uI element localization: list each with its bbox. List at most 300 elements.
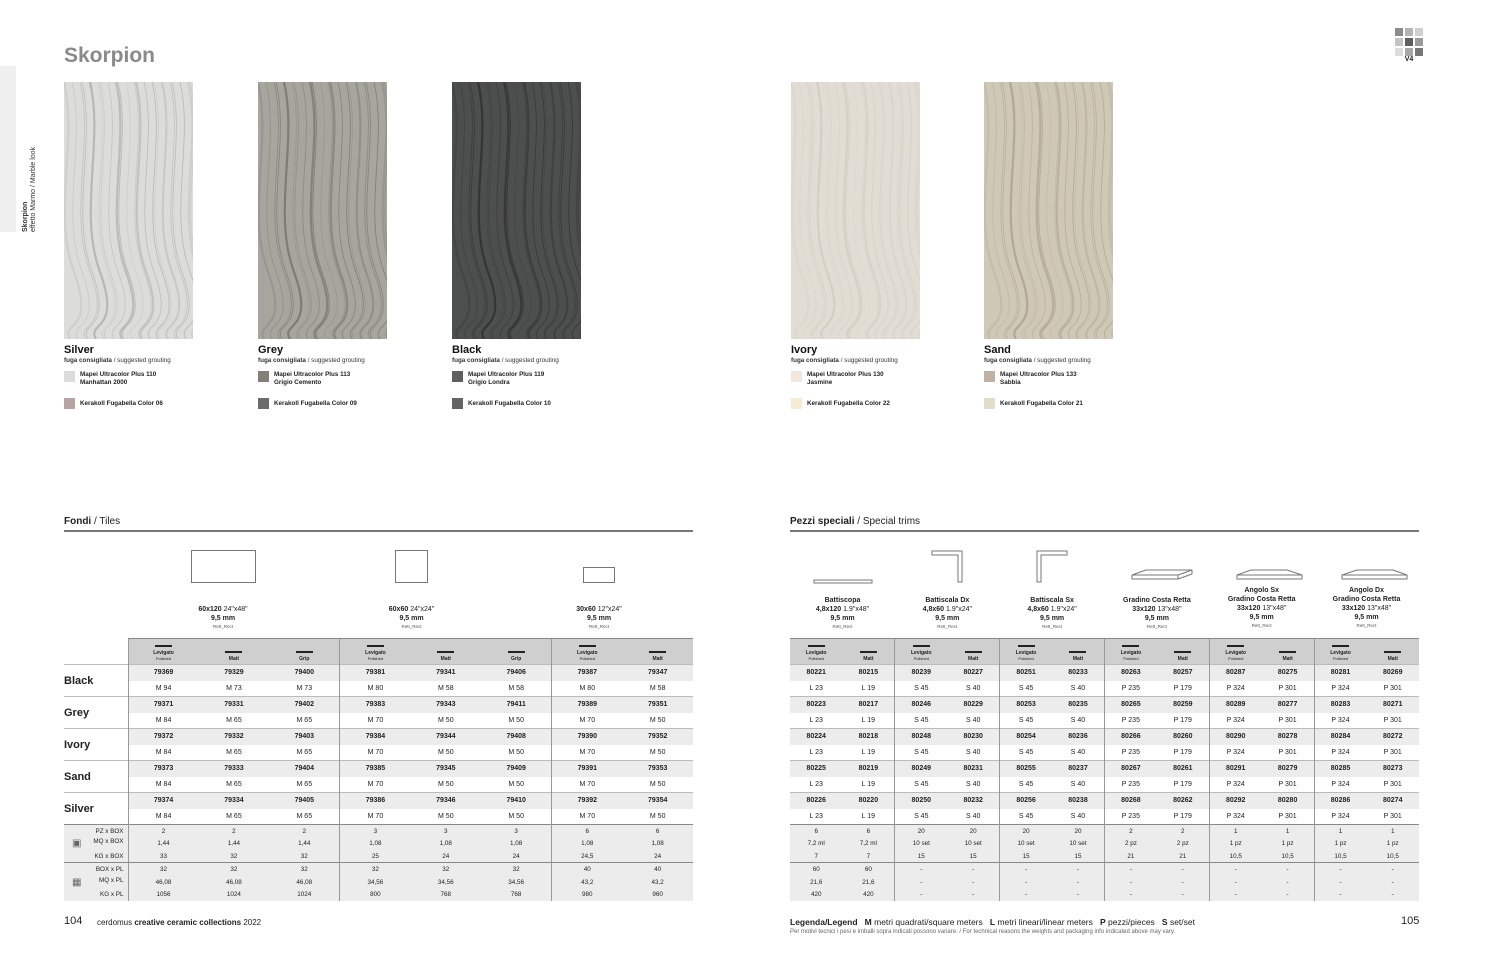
color-name: Ivory	[791, 344, 818, 356]
finish-header	[1366, 639, 1419, 665]
size-cm: 30x60	[576, 606, 596, 613]
packing-value: -	[1157, 888, 1209, 901]
grout-heading	[984, 357, 1154, 364]
unit-value: L 19	[842, 809, 894, 825]
packing-value: 2 pz	[1157, 837, 1209, 850]
size-rett: Rett_Rect	[212, 624, 233, 629]
finish-icon	[1018, 645, 1035, 649]
pallet-icon: ▦	[72, 876, 82, 888]
packing-value: 2	[1104, 825, 1156, 838]
tile-swatch-black	[452, 82, 581, 339]
grout-heading	[64, 357, 234, 364]
article-code: 79400	[269, 665, 340, 681]
grout-mapei-color: Jasmine	[807, 378, 833, 386]
finish-label: Levigato	[153, 650, 174, 656]
finish-icon	[296, 651, 313, 655]
article-code: 80254	[1000, 729, 1052, 745]
packing-value: 1,44	[269, 837, 340, 850]
article-code: 80217	[842, 697, 894, 713]
finish-header	[552, 639, 623, 665]
packing-value: 7	[790, 850, 842, 863]
finish-header	[128, 639, 199, 665]
unit-value: M 65	[199, 777, 270, 793]
article-code: 79353	[622, 761, 693, 777]
trim-inch: 1.9"x48"	[843, 606, 870, 613]
side-title: Skorpion	[22, 201, 29, 232]
size-thickness: 9,5 mm	[399, 615, 424, 622]
trims-finish-row	[790, 639, 1419, 665]
packing-value: 420	[842, 888, 894, 901]
color-name: Black	[452, 344, 482, 356]
grout-kerakoll	[452, 398, 622, 412]
article-code: 80248	[895, 729, 947, 745]
packing-value: -	[1157, 863, 1209, 876]
fondi-table	[64, 638, 693, 901]
trim-name: Angolo Dx	[1349, 587, 1384, 594]
finish-label-en: Polished	[155, 656, 172, 661]
unit-value: S 45	[895, 681, 947, 697]
article-code: 80251	[1000, 665, 1052, 681]
packing-value: -	[947, 863, 999, 876]
packing-value: 24,5	[552, 850, 623, 863]
finish-icon	[965, 651, 982, 655]
packing-value: 15	[895, 850, 947, 863]
finish-label-en: Polished	[913, 656, 929, 661]
packing-value: 43,2	[552, 876, 623, 889]
trim-label	[895, 596, 1000, 630]
finish-label-en: Polished	[579, 656, 595, 661]
unit-value: M 50	[622, 713, 693, 729]
article-code: 80277	[1262, 697, 1314, 713]
article-code: 79374	[128, 793, 199, 809]
article-code: 80266	[1104, 729, 1156, 745]
finish-header	[1052, 639, 1104, 665]
unit-value: M 50	[411, 713, 482, 729]
unit-value: S 45	[895, 809, 947, 825]
trim-thickness: 9,5 mm	[830, 615, 855, 622]
finish-label: Levigato	[577, 650, 598, 656]
angolo-dx-shape	[1342, 570, 1407, 579]
packing-value: 10 set	[1052, 837, 1104, 850]
finish-icon	[1122, 645, 1139, 649]
packing-value: 1,08	[411, 837, 482, 850]
finish-label-en: Polished	[1228, 656, 1244, 661]
article-code: 80225	[790, 761, 842, 777]
packing-row	[790, 888, 1419, 901]
packing-row	[64, 876, 693, 889]
packing-value: 2 pz	[1104, 837, 1156, 850]
packing-value: 10,5	[1209, 850, 1261, 863]
article-code: 80230	[947, 729, 999, 745]
article-code: 80250	[895, 793, 947, 809]
finish-label-en: Polished	[1018, 656, 1034, 661]
grout-label: fuga consigliata	[64, 357, 112, 364]
unit-value: M 70	[340, 777, 411, 793]
grout-heading	[258, 357, 428, 364]
packing-value: 20	[947, 825, 999, 838]
packing-value: 800	[340, 888, 411, 901]
color-info	[984, 344, 1154, 412]
article-code: 79392	[552, 793, 623, 809]
finish-header	[411, 639, 482, 665]
packing-value: 1 pz	[1366, 837, 1419, 850]
article-code: 80256	[1000, 793, 1052, 809]
grout-mapei-color: Manhattan 2000	[80, 378, 128, 386]
packing-row	[790, 825, 1419, 838]
packing-value: -	[1314, 863, 1366, 876]
finish-icon	[437, 651, 454, 655]
size-line	[505, 605, 693, 614]
unit-value: M 58	[411, 681, 482, 697]
unit-value: L 23	[790, 809, 842, 825]
grout-kerakoll-name: Kerakoll Fugabella Color 10	[468, 400, 551, 407]
packing-value: 1 pz	[1262, 837, 1314, 850]
packing-value: 6	[552, 825, 623, 838]
table-row	[64, 713, 693, 729]
finish-header	[1104, 639, 1156, 665]
trim-name: Gradino Costa Retta	[1123, 597, 1191, 604]
packing-value: 33	[128, 850, 199, 863]
article-code: 80278	[1262, 729, 1314, 745]
table-row	[790, 697, 1419, 713]
sidebar-tab	[0, 66, 16, 232]
packing-value: 43,2	[622, 876, 693, 889]
packing-value: 1 pz	[1314, 837, 1366, 850]
unit-value: P 324	[1314, 745, 1366, 761]
table-row	[64, 809, 693, 825]
unit-value: P 324	[1314, 681, 1366, 697]
packing-value: -	[1366, 888, 1419, 901]
grout-label: fuga consigliata	[984, 357, 1032, 364]
trim-label	[1209, 586, 1314, 629]
packing-value: 980	[552, 888, 623, 901]
grout-swatch	[64, 371, 75, 382]
trim-rett: Rett_Rect	[832, 624, 853, 629]
trim-size-line	[1209, 604, 1314, 613]
packing-value: -	[1366, 876, 1419, 889]
article-code: 80259	[1157, 697, 1209, 713]
trim-thickness: 9,5 mm	[935, 615, 960, 622]
color-name: Grey	[258, 344, 284, 356]
finish-label-en: Polished	[367, 656, 384, 661]
grout-swatch	[984, 371, 995, 382]
fondi-title: Fondi	[64, 516, 92, 527]
finish-header	[269, 639, 340, 665]
packing-value: 2	[199, 825, 270, 838]
table-row	[790, 809, 1419, 825]
packing-value: -	[947, 888, 999, 901]
trim-thickness: 9,5 mm	[1354, 614, 1379, 621]
packing-value: -	[1104, 888, 1156, 901]
grout-label-en: / suggested grouting	[1033, 357, 1091, 364]
article-code: 79332	[199, 729, 270, 745]
packing-value: 10,5	[1314, 850, 1366, 863]
finish-icon	[1332, 645, 1349, 649]
article-code: 80235	[1052, 697, 1104, 713]
packing-value: 1024	[199, 888, 270, 901]
unit-value: S 45	[895, 713, 947, 729]
grout-swatch	[64, 398, 75, 409]
table-row	[790, 665, 1419, 681]
packing-value: -	[1157, 876, 1209, 889]
unit-value: S 40	[947, 809, 999, 825]
blank-cell	[64, 639, 128, 665]
packing-label	[64, 876, 128, 889]
grout-mapei-name: Mapei Ultracolor Plus 113	[274, 371, 351, 378]
packing-value: 20	[1052, 825, 1104, 838]
article-code: 80246	[895, 697, 947, 713]
article-code: 80249	[895, 761, 947, 777]
packing-row	[64, 825, 693, 838]
table-row	[64, 697, 693, 713]
angolo-sx-shape	[1237, 570, 1302, 579]
finish-label: Matt	[1282, 656, 1293, 662]
article-code: 79385	[340, 761, 411, 777]
article-code: 80237	[1052, 761, 1104, 777]
finish-label: Matt	[968, 656, 979, 662]
grout-kerakoll-name: Kerakoll Fugabella Color 06	[80, 400, 163, 407]
packing-row	[64, 837, 693, 850]
legend-m-key: M	[864, 917, 872, 927]
technical-note: Per motivi tecnici i pesi e imballi sopra indicati possono variare. / For technical reasons the weights and packaging info indicated above may vary.	[790, 929, 1176, 935]
unit-value: M 50	[622, 809, 693, 825]
article-code: 80273	[1366, 761, 1419, 777]
grout-swatch	[791, 371, 802, 382]
grout-mapei	[452, 371, 622, 385]
finish-label-en: Polished	[808, 656, 824, 661]
legend-m-text: metri quadrati/square meters	[874, 917, 983, 927]
size-rett: Rett_Rect	[588, 624, 609, 629]
grout-mapei	[791, 371, 961, 385]
article-code: 79409	[481, 761, 552, 777]
unit-value: P 324	[1314, 809, 1366, 825]
legend-p-text: pezzi/pieces	[1108, 917, 1155, 927]
article-code: 79387	[552, 665, 623, 681]
size-rett: Rett_Rect	[401, 624, 422, 629]
grout-swatch	[258, 398, 269, 409]
article-code: 79383	[340, 697, 411, 713]
article-code: 80274	[1366, 793, 1419, 809]
side-caption	[22, 62, 38, 232]
packing-value: -	[895, 876, 947, 889]
trim-name-2: Gradino Costa Retta	[1227, 596, 1296, 603]
trim-size-line	[1000, 605, 1105, 614]
grout-mapei-name: Mapei Ultracolor Plus 130	[807, 371, 884, 378]
packing-value: 40	[622, 863, 693, 876]
trim-rett: Rett_Rect	[1356, 623, 1377, 628]
finish-header	[622, 639, 693, 665]
tile-swatch-ivory	[791, 82, 920, 339]
packing-value: 34,56	[481, 876, 552, 889]
article-code: 79410	[481, 793, 552, 809]
unit-value: M 50	[411, 777, 482, 793]
packing-value: 21	[1104, 850, 1156, 863]
legend-s-key: S	[1161, 917, 1168, 927]
trim-inch: 1.9"x24"	[945, 606, 972, 613]
unit-value: P 235	[1104, 681, 1156, 697]
packing-value: 32	[199, 863, 270, 876]
packing-label	[64, 850, 128, 863]
trim-name: Battiscopa	[824, 597, 861, 604]
article-code: 80227	[947, 665, 999, 681]
packing-value: 6	[790, 825, 842, 838]
unit-value: M 50	[622, 745, 693, 761]
packing-label-text: BOX x PL	[95, 866, 124, 874]
finish-label-en: Polished	[1332, 656, 1349, 661]
finish-header	[1209, 639, 1261, 665]
finish-label: Levigato	[1120, 650, 1142, 656]
finish-header	[1314, 639, 1366, 665]
article-code: 79406	[481, 665, 552, 681]
finish-icon	[1227, 645, 1244, 649]
grout-label-en: / suggested grouting	[113, 357, 171, 364]
unit-value: M 73	[199, 681, 270, 697]
tile-60x60-shape	[395, 550, 428, 583]
packing-label	[64, 837, 128, 850]
grout-swatch	[258, 371, 269, 382]
packing-value: 34,56	[411, 876, 482, 889]
article-code: 80287	[1209, 665, 1261, 681]
packing-value: 6	[842, 825, 894, 838]
unit-value: S 40	[947, 745, 999, 761]
unit-value: L 23	[790, 681, 842, 697]
unit-value: M 80	[340, 681, 411, 697]
unit-value: P 179	[1157, 713, 1209, 729]
article-code: 79343	[411, 697, 482, 713]
packing-value: 20	[895, 825, 947, 838]
packing-value: 32	[128, 863, 199, 876]
finish-icon	[508, 651, 525, 655]
packing-value: 46,08	[199, 876, 270, 889]
unit-value: P 324	[1209, 809, 1261, 825]
finish-icon	[913, 645, 930, 649]
packing-value: -	[1000, 863, 1052, 876]
packing-value: 32	[481, 863, 552, 876]
article-code: 79372	[128, 729, 199, 745]
trim-label	[1314, 586, 1419, 629]
unit-value: P 324	[1314, 713, 1366, 729]
finish-header	[790, 639, 842, 665]
finish-label: Matt	[440, 656, 451, 662]
grout-swatch	[452, 371, 463, 382]
article-code: 80260	[1157, 729, 1209, 745]
packing-value: -	[1209, 876, 1261, 889]
unit-value: S 45	[1000, 809, 1052, 825]
size-thickness: 9,5 mm	[210, 615, 236, 622]
article-code: 79373	[128, 761, 199, 777]
battiscala-dx-shape	[932, 551, 962, 582]
finish-label: Levigato	[365, 650, 386, 656]
unit-value: M 50	[622, 777, 693, 793]
finish-label-en: Polished	[1123, 656, 1139, 661]
finish-icon	[649, 651, 666, 655]
grout-mapei-name: Mapei Ultracolor Plus 110	[80, 371, 157, 378]
finish-icon	[1279, 651, 1296, 655]
color-info	[452, 344, 622, 412]
grout-mapei-color: Sabbia	[1000, 378, 1021, 386]
article-code: 79390	[552, 729, 623, 745]
article-code: 79408	[481, 729, 552, 745]
table-row	[64, 777, 693, 793]
battiscala-sx-shape	[1037, 551, 1067, 582]
article-code: 79369	[128, 665, 199, 681]
packing-value: 420	[790, 888, 842, 901]
unit-value: M 50	[411, 809, 482, 825]
unit-value: P 179	[1157, 745, 1209, 761]
unit-value: S 40	[947, 777, 999, 793]
v4-logo-icon	[1395, 28, 1423, 56]
finish-label: Matt	[863, 656, 874, 662]
unit-value: M 50	[481, 777, 552, 793]
grout-label-en: / suggested grouting	[501, 357, 559, 364]
article-code: 80253	[1000, 697, 1052, 713]
unit-value: M 65	[199, 745, 270, 761]
unit-value: P 301	[1262, 745, 1314, 761]
packing-value: -	[1314, 876, 1366, 889]
article-code: 80233	[1052, 665, 1104, 681]
article-code: 80283	[1314, 697, 1366, 713]
article-code: 79404	[269, 761, 340, 777]
finish-icon	[1069, 651, 1086, 655]
trim-label	[1000, 596, 1105, 630]
finish-header	[947, 639, 999, 665]
tile-swatch-grey	[258, 82, 387, 339]
row-color-name: Ivory	[64, 729, 128, 761]
article-code: 80219	[842, 761, 894, 777]
unit-value: S 45	[895, 777, 947, 793]
unit-value: M 84	[128, 745, 199, 761]
packing-value: 46,08	[128, 876, 199, 889]
article-code: 80236	[1052, 729, 1104, 745]
trims-table	[790, 638, 1419, 901]
unit-value: P 179	[1157, 777, 1209, 793]
packing-value: 7,2 ml	[790, 837, 842, 850]
packing-label-text: KG x PL	[100, 891, 124, 899]
legend-s-text: set/set	[1169, 917, 1195, 927]
color-name: Sand	[984, 344, 1011, 356]
packing-value: -	[1262, 888, 1314, 901]
unit-value: P 301	[1262, 777, 1314, 793]
table-row	[64, 761, 693, 777]
table-row	[790, 761, 1419, 777]
article-code: 80262	[1157, 793, 1209, 809]
packing-value: 1	[1209, 825, 1261, 838]
unit-value: M 70	[552, 809, 623, 825]
packing-value: 10 set	[947, 837, 999, 850]
article-code: 79345	[411, 761, 482, 777]
finish-header	[199, 639, 270, 665]
trim-size-line	[895, 605, 1000, 614]
packing-value: 2	[269, 825, 340, 838]
finish-label: Matt	[1177, 656, 1188, 662]
trim-size-line	[1104, 605, 1209, 614]
article-code: 79403	[269, 729, 340, 745]
finish-icon	[155, 645, 172, 649]
packing-value: 7,2 ml	[842, 837, 894, 850]
article-code: 80269	[1366, 665, 1419, 681]
packing-value: -	[895, 863, 947, 876]
unit-value: M 50	[481, 809, 552, 825]
legend-p-key: P	[1099, 917, 1106, 927]
unit-value: M 50	[411, 745, 482, 761]
gradino-shape	[1132, 570, 1192, 579]
trim-size: 4,8x60	[1027, 606, 1049, 613]
unit-value: M 94	[128, 681, 199, 697]
unit-value: P 301	[1262, 681, 1314, 697]
unit-value: M 50	[481, 713, 552, 729]
grout-mapei-text	[807, 371, 884, 386]
trim-name-2: Gradino Costa Retta	[1332, 596, 1401, 603]
